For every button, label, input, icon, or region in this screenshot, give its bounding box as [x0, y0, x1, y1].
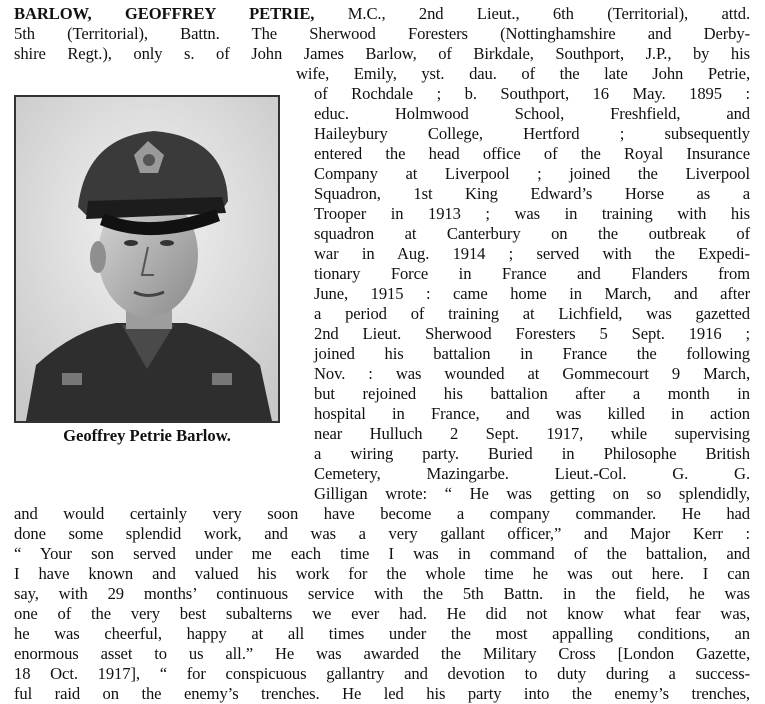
text-line: one of the very best subalterns we ever had. He did not know what fear was, [14, 604, 750, 623]
text-line: tionary Force in France and Flanders from [314, 264, 750, 283]
text-line: “ Your son served under me each time I was in command of the battalion, and [14, 544, 750, 563]
text-line: joined his battalion in France the following [314, 344, 750, 363]
text-line: Nov. : was wounded at Gommecourt 9 March, [314, 364, 750, 383]
photo-caption: Geoffrey Petrie Barlow. [63, 426, 231, 445]
text-line: say, with 29 months’ continuous service with the 5th Battn. in the field, he was [14, 584, 750, 603]
text-line: squadron at Canterbury on the outbreak of [314, 224, 750, 243]
text-line: Cemetery, Mazingarbe. Lieut.-Col. G. G. [314, 464, 750, 483]
text-line: June, 1915 : came home in March, and after [314, 284, 750, 303]
portrait-photo [14, 95, 280, 423]
entry-name: BARLOW, GEOFFREY PETRIE, [14, 4, 315, 23]
text-line: war in Aug. 1914 ; served with the Expedi- [314, 244, 750, 263]
text-line: I have known and valued his work for the whole time he was out here. I can [14, 564, 750, 583]
text-line: Squadron, 1st King Edward’s Horse as a [314, 184, 750, 203]
text-line: but rejoined his battalion after a month in [314, 384, 750, 403]
entry-first-line [14, 4, 750, 24]
text-line: done some splendid work, and was a very gallant officer,” and Major Kerr : [14, 524, 750, 543]
text-line: hospital in France, and was killed in action [314, 404, 750, 423]
text-line: educ. Holmwood School, Freshfield, and [314, 104, 750, 123]
text-line: and would certainly very soon have become a company commander. He had [14, 504, 750, 523]
text-line: near Hulluch 2 Sept. 1917, while supervising [314, 424, 750, 443]
text-line: wife, Emily, yst. dau. of the late John Petrie, [296, 64, 750, 83]
text-line: 2nd Lieut. Sherwood Foresters 5 Sept. 1916 ; [314, 324, 750, 343]
text-line: entered the head office of the Royal Insurance [314, 144, 750, 163]
text-line: a wiring party. Buried in Philosophe British [314, 444, 750, 463]
text-line: Haileybury College, Hertford ; subsequently [314, 124, 750, 143]
text-line: enormous asset to us all.” He was awarded the Military Cross [London Gazette, [14, 644, 750, 663]
text-line: of Rochdale ; b. Southport, 16 May. 1895 : [314, 84, 750, 103]
soldier-portrait-icon [16, 97, 278, 421]
entry-rank-text: M.C., 2nd Lieut., 6th (Territorial), attd. [314, 4, 750, 23]
text-line: Gilligan wrote: “ He was getting on so splendidly, [314, 484, 750, 503]
text-line: Trooper in 1913 ; was in training with his [314, 204, 750, 223]
text-line: 5th (Territorial), Battn. The Sherwood Foresters (Nottinghamshire and Derby- [14, 24, 750, 43]
text-line: a period of training at Lichfield, was gazetted [314, 304, 750, 323]
text-line: 18 Oct. 1917], “ for conspicuous gallantry and devotion to duty during a success- [14, 664, 750, 683]
text-line: he was cheerful, happy at all times under the most appalling conditions, an [14, 624, 750, 643]
text-line: Company at Liverpool ; joined the Liverpool [314, 164, 750, 183]
text-line: ful raid on the enemy’s trenches. He led his party into the enemy’s trenches, [14, 684, 750, 703]
text-line: shire Regt.), only s. of John James Barlow, of Birkdale, Southport, J.P., by his [14, 44, 750, 63]
